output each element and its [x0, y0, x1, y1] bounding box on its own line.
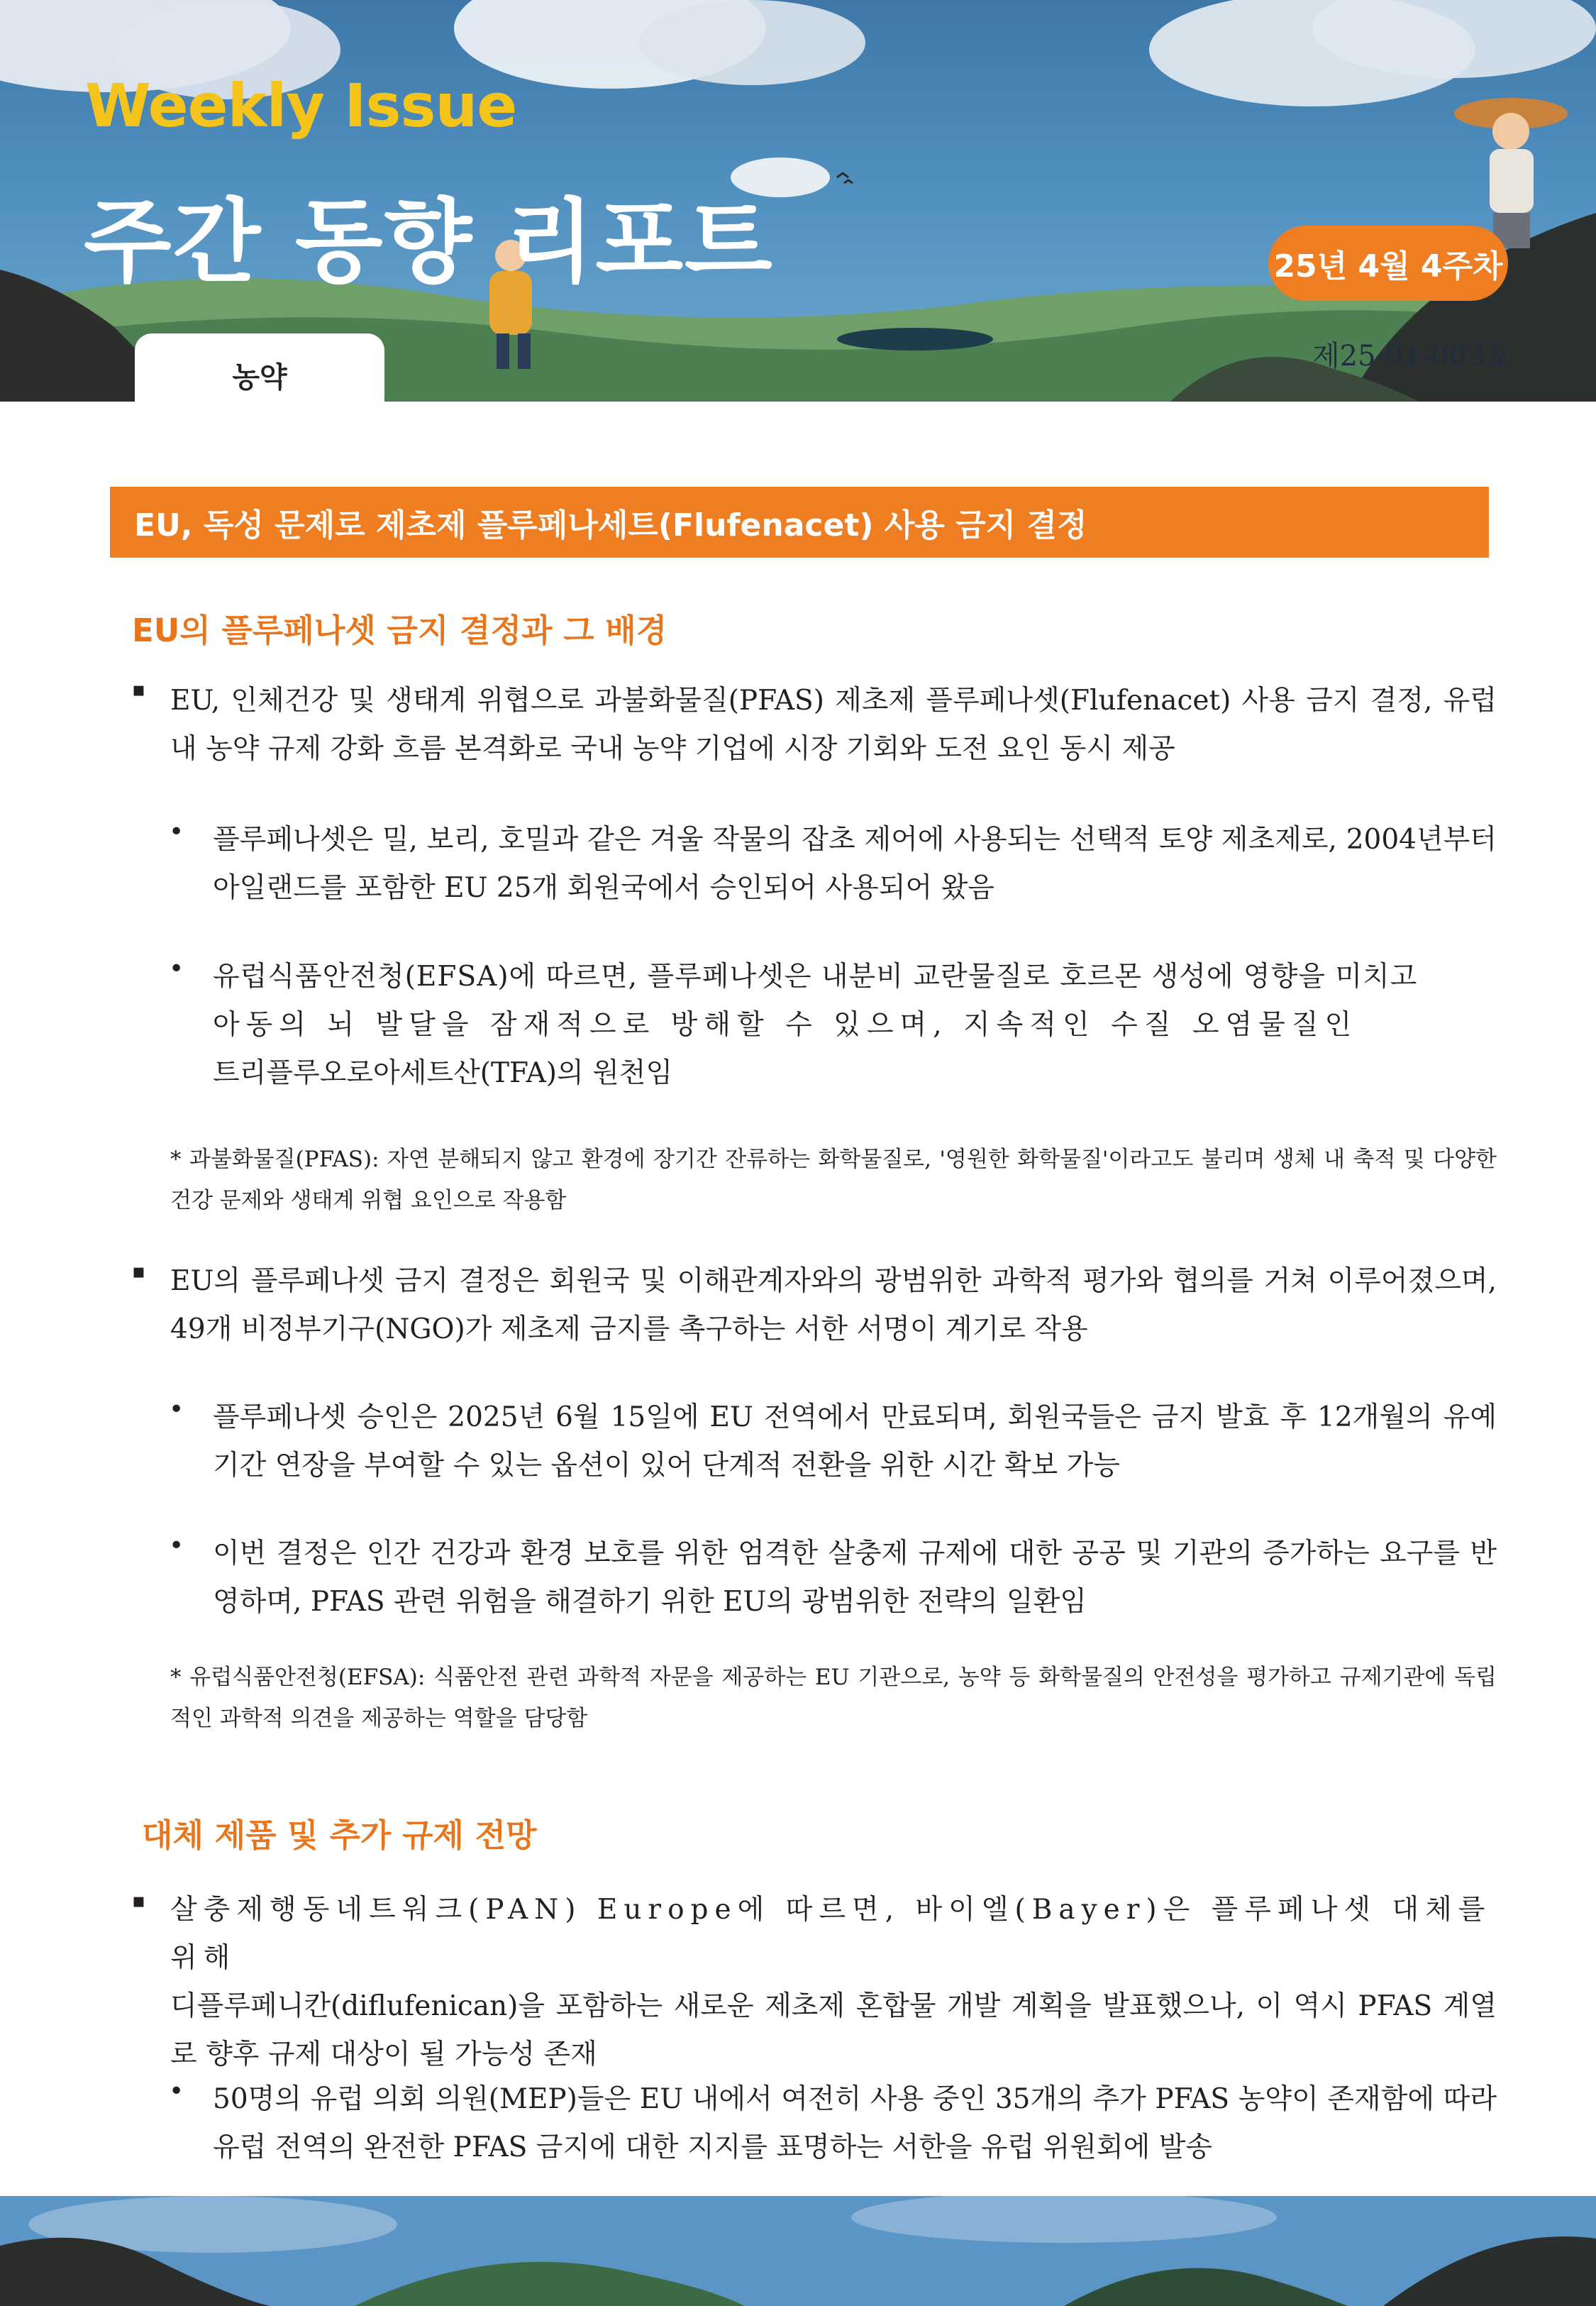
- bullet-paragraph: EU, 인체건강 및 생태계 위협으로 과불화물질(PFAS) 제초제 플루페나셋(Flufenacet) 사용 금지 결정, 유럽 내 농약 규제 강화 흐름 본격화로 국내 농약 기업에 시장 기회와 도전 요인 동시 제공: [170, 685, 1497, 765]
- square-bullet-icon: ▪: [132, 1259, 145, 1283]
- text-line: 유럽식품안전청(EFSA)에 따르면, 플루페나셋은 내분비 교란물질로 호르몬 생성에 영향을 미치고: [213, 961, 1418, 993]
- round-bullet-icon: •: [169, 817, 184, 846]
- sub-bullet-paragraph: 플루페나셋은 밀, 보리, 호밀과 같은 겨울 작물의 잡초 제어에 사용되는 선택적 토양 제초제로, 2004년부터 아일랜드를 포함한 EU 25개 회원국에서 승인되어 사용되어 왔음: [213, 824, 1497, 904]
- text-line: 살충제행동네트워크(PAN) Europe에 따르면, 바이엘(Bayer)은 플루페나셋 대체를 위해: [170, 1894, 1492, 1974]
- round-bullet-icon: •: [169, 1531, 184, 1560]
- category-tab[interactable]: 농약: [135, 333, 384, 402]
- article-title-bar: [110, 487, 1489, 558]
- square-bullet-icon: ▪: [132, 1889, 145, 1912]
- sub-bullet-paragraph: 이번 결정은 인간 건강과 환경 보호를 위한 엄격한 살충제 규제에 대한 공공 및 기관의 증가하는 요구를 반영하며, PFAS 관련 위험을 해결하기 위한 EU의 광범위한 전략의 일환임: [213, 1538, 1497, 1618]
- report-title: 주간 동향 리포트: [84, 189, 774, 295]
- sub-bullet-paragraph: [213, 953, 1497, 1098]
- round-bullet-icon: •: [169, 954, 184, 983]
- date-badge: 25년 4월 4주차: [1268, 226, 1508, 301]
- weekly-issue-label: Weekly Issue: [85, 71, 517, 140]
- header-banner: [0, 0, 1596, 402]
- footer-banner: [0, 2196, 1596, 2306]
- section-heading: 대체 제품 및 추가 규제 전망: [142, 1816, 537, 1854]
- bullet-paragraph: [170, 1886, 1497, 2079]
- round-bullet-icon: •: [169, 2077, 184, 2106]
- sub-bullet-paragraph: 50명의 유럽 의회 의원(MEP)들은 EU 내에서 여전히 사용 중인 35개의 추가 PFAS 농약이 존재함에 따라 유럽 전역의 완전한 PFAS 금지에 대한 지지를 표명하는 서한을 유럽 위원회에 발송: [213, 2083, 1497, 2163]
- round-bullet-icon: •: [169, 1395, 184, 1424]
- sub-bullet-paragraph: 플루페나셋 승인은 2025년 6월 15일에 EU 전역에서 만료되며, 회원국들은 금지 발효 후 12개월의 유예 기간 연장을 부여할 수 있는 옵션이 있어 단계적 전환을 위한 시간 확보 가능: [213, 1401, 1497, 1482]
- section-heading: EU의 플루페나셋 금지 결정과 그 배경: [132, 612, 667, 649]
- article-title: EU, 독성 문제로 제초제 플루페나세트(Flufenacet) 사용 금지 결정: [134, 507, 1087, 544]
- text-line: 트리플루오로아세트산(TFA)의 원천임: [213, 1057, 673, 1089]
- square-bullet-icon: ▪: [132, 678, 145, 701]
- footer-landscape: [0, 2196, 1596, 2306]
- text-line: 아동의 뇌 발달을 잠재적으로 방해할 수 있으며, 지속적인 수질 오염물질인: [213, 1009, 1358, 1041]
- bullet-paragraph: EU의 플루페나셋 금지 결정은 회원국 및 이해관계자와의 광범위한 과학적 평가와 협의를 거쳐 이루어졌으며, 49개 비정부기구(NGO)가 제초제 금지를 촉구하는 서한 서명이 계기로 작용: [170, 1265, 1497, 1345]
- footnote: * 유럽식품안전청(EFSA): 식품안전 관련 과학적 자문을 제공하는 EU 기관으로, 농약 등 화학물질의 안전성을 평가하고 규제기관에 독립적인 과학적 의견을 제공하는 역할을 담당함: [170, 1665, 1497, 1731]
- text-line: 디플루페니칸(diflufenican)을 포함하는 새로운 제초제 혼합물 개발 계획을 발표했으나, 이 역시 PFAS 계열로 향후 규제 대상이 될 가능성 존재: [170, 1990, 1497, 2070]
- footnote: * 과불화물질(PFAS): 자연 분해되지 않고 환경에 장기간 잔류하는 화학물질로, '영원한 화학물질'이라고도 불리며 생체 내 축적 및 다양한 건강 문제와 생태계 위협 요인으로 작용함: [170, 1147, 1497, 1213]
- issue-number: 제25-01-003호: [1312, 340, 1513, 373]
